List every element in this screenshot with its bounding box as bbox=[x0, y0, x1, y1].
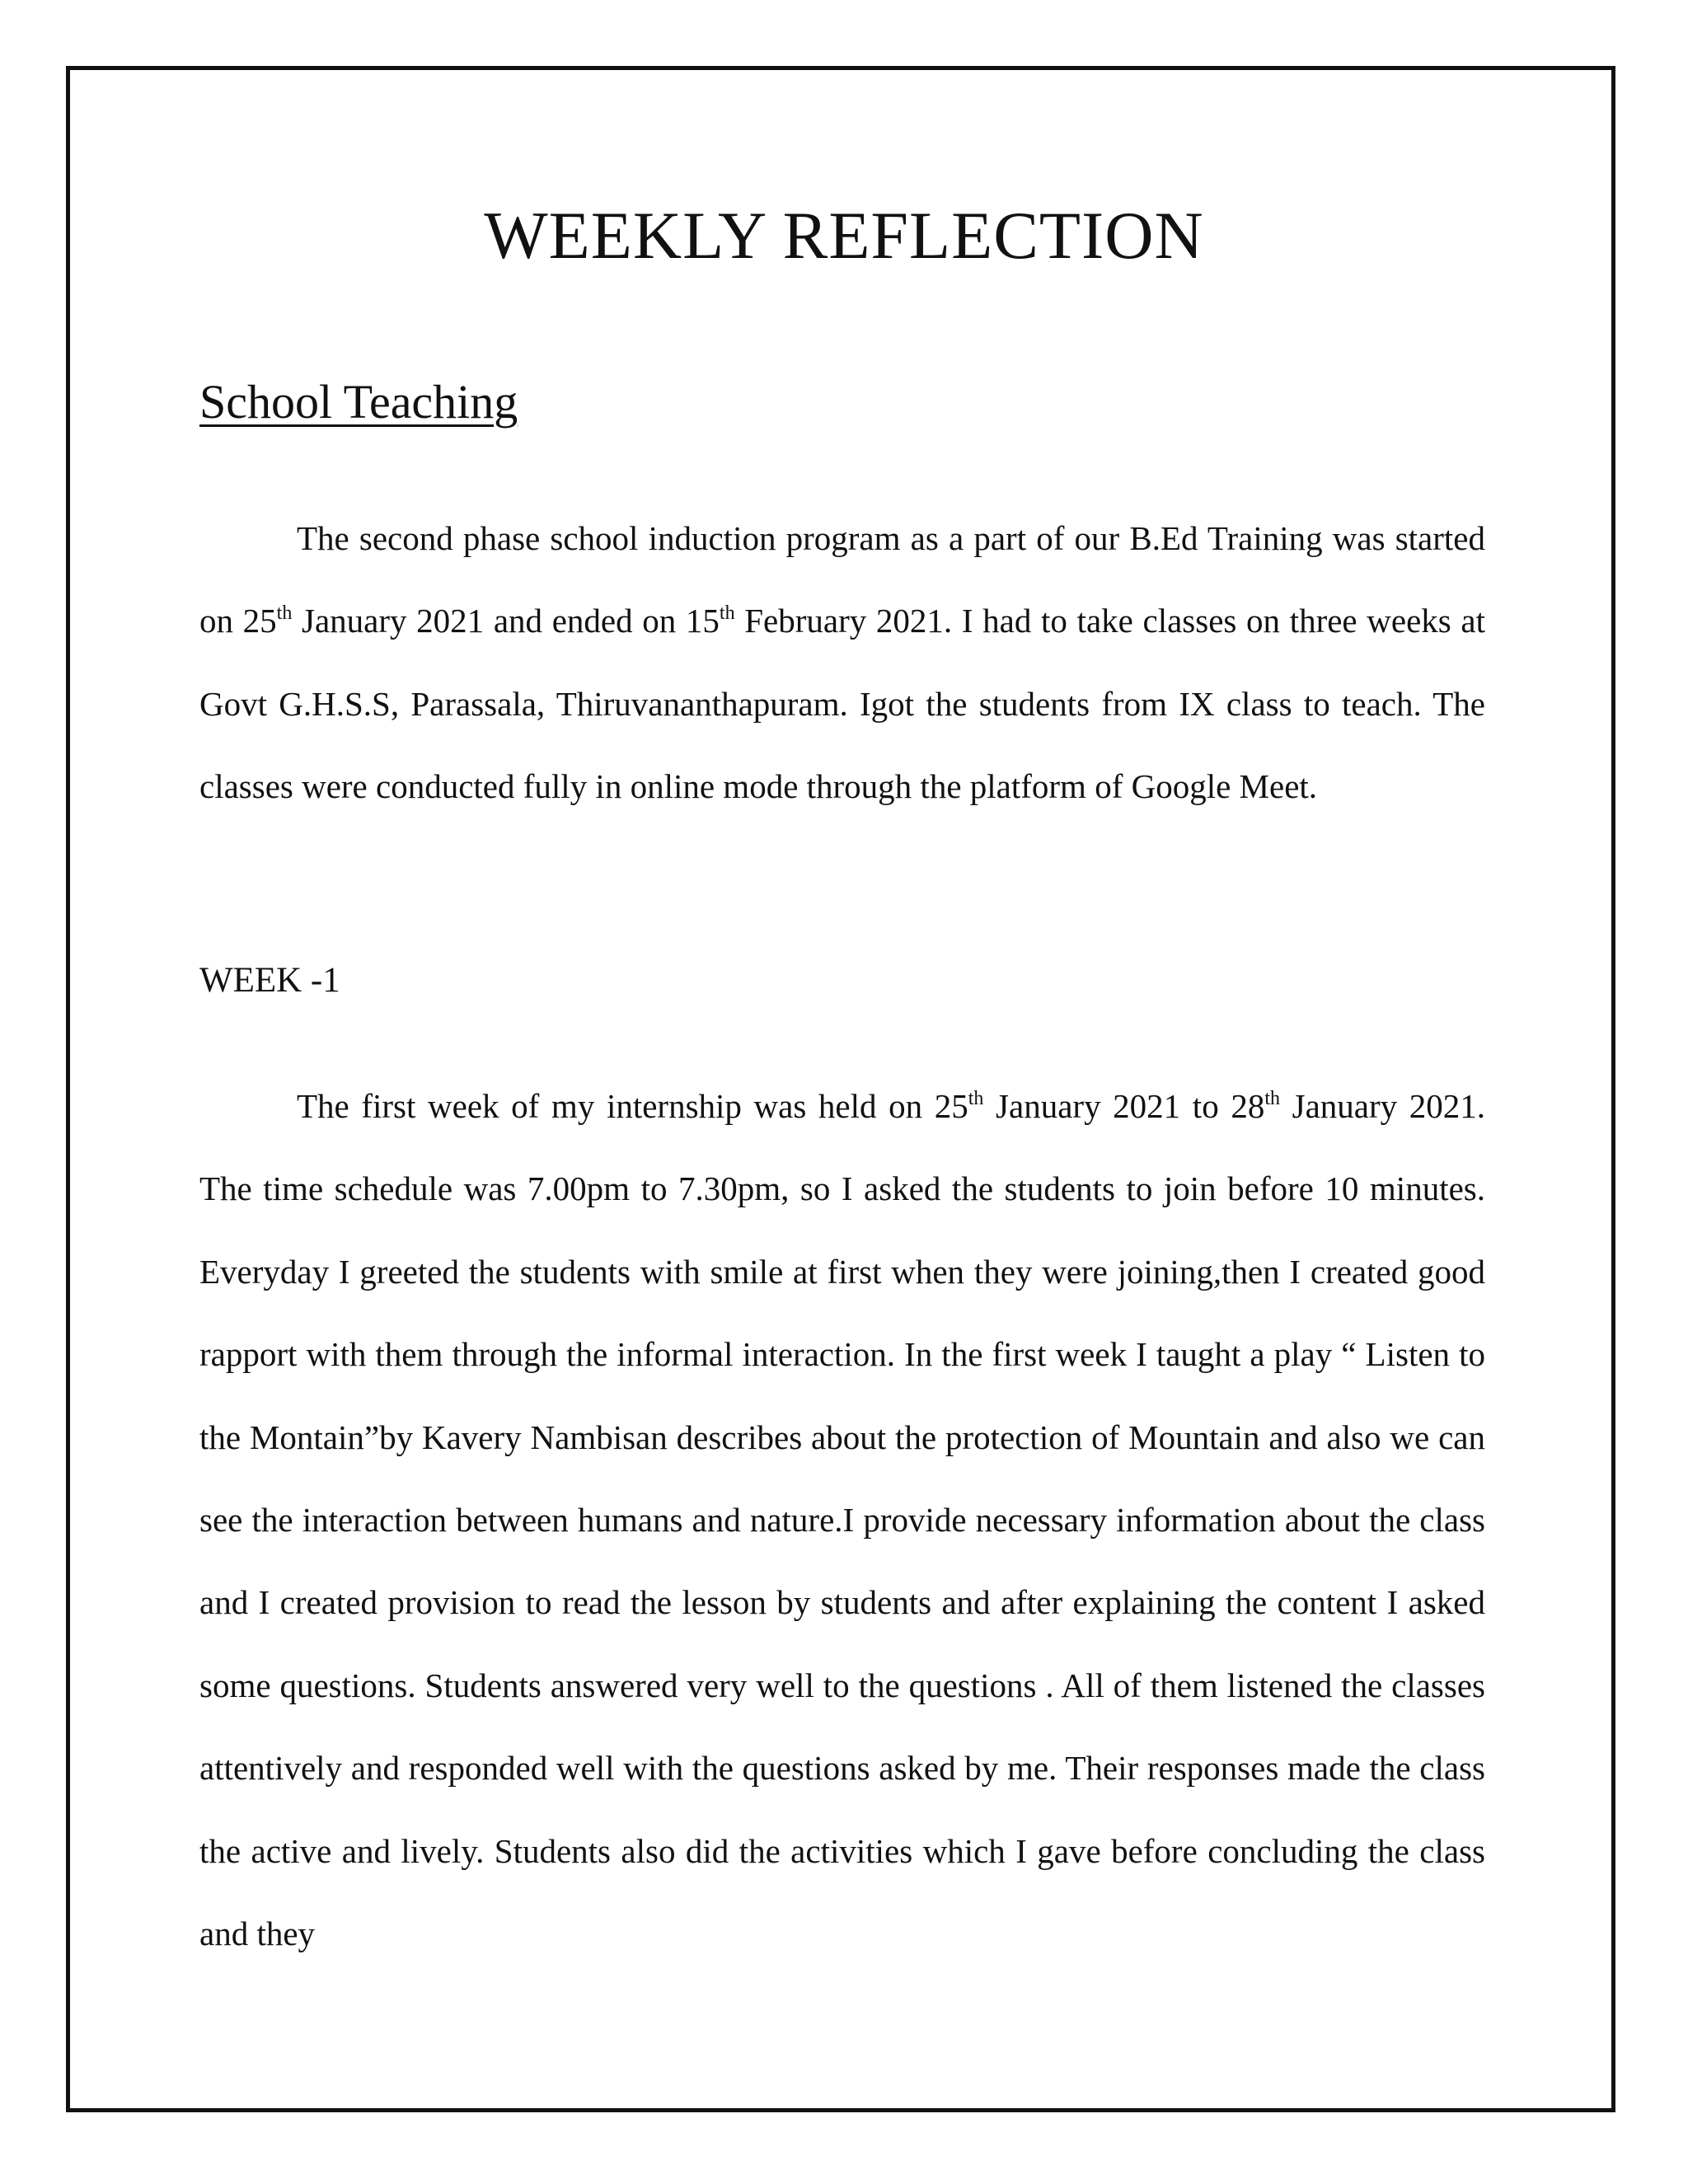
ordinal-suffix: th bbox=[719, 602, 735, 625]
week-1-text-2: January 2021 to 28 bbox=[983, 1087, 1265, 1125]
page-title: WEEKLY REFLECTION bbox=[484, 198, 1204, 273]
section-heading: School Teaching bbox=[199, 375, 518, 429]
intro-text-2: January 2021 and ended on 15 bbox=[292, 602, 720, 640]
intro-paragraph bbox=[199, 497, 1485, 828]
ordinal-suffix: th bbox=[276, 602, 293, 625]
ordinal-suffix: th bbox=[968, 1088, 984, 1109]
intro-text-3: February 2021. I had to take classes on three weeks at Govt G.H.S.S, Parassala, Thiruvananthapuram. Igot the students from IX class to teach. The classes were conducted fully in online mode through the platform of Google Meet. bbox=[199, 602, 1486, 806]
week-1-paragraph bbox=[199, 1065, 1485, 1975]
week-heading: WEEK -1 bbox=[199, 961, 340, 1000]
intro-text-1: The second phase school induction program as a part of our B.Ed Training was started on 25 bbox=[199, 519, 1485, 640]
week-1-text-3: January 2021. The time schedule was 7.00pm to 7.30pm, so I asked the students to join before 10 minutes. Everyday I greeted the students with smile at first when they were joining,then I created good rapport with them through the informal interaction. In the first week I taught a play “ Listen to the Montain”by Kavery Nambisan describes about the protection of Mountain and also we can see the interaction between humans and nature.I provide necessary information about the class and I created provision to read the lesson by students and after explaining the content I asked some questions. Students answered very well to the questions . All of them listened the classes attentively and responded well with the questions asked by me. Their responses made the class the active and lively. Students also did the activities which I gave before concluding the class and they bbox=[199, 1087, 1485, 1953]
ordinal-suffix: th bbox=[1264, 1088, 1280, 1109]
week-1-text-1: The first week of my internship was held on 25 bbox=[297, 1087, 968, 1125]
